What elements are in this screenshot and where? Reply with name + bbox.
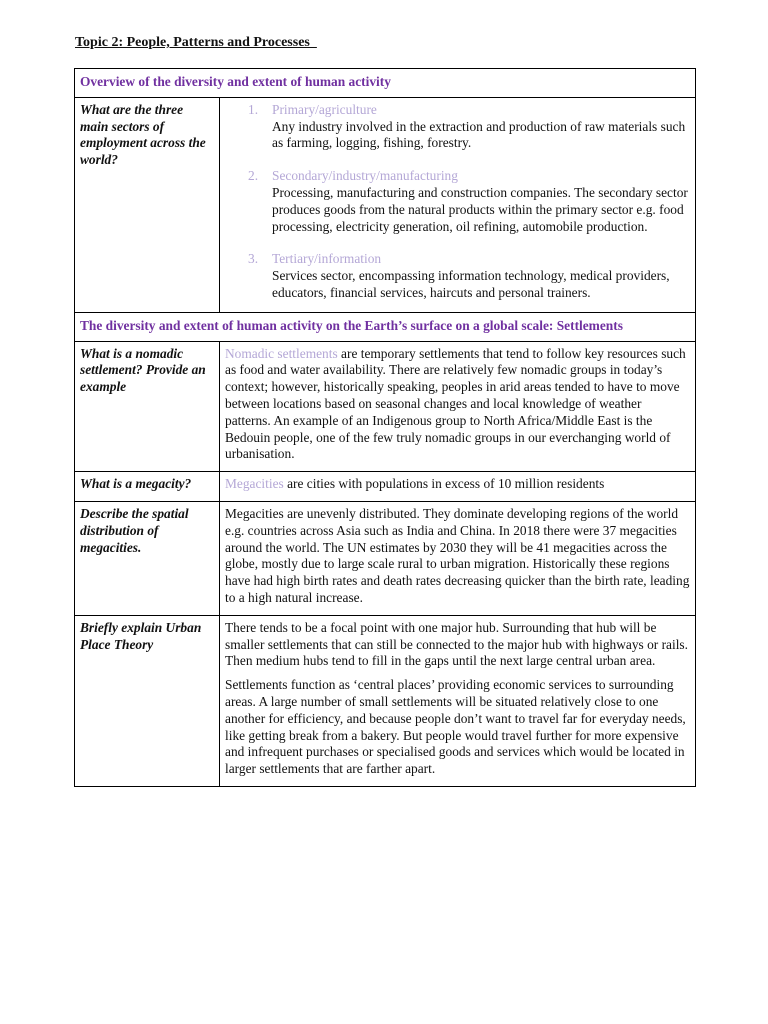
term-nomadic-settlements: Nomadic settlements (225, 345, 338, 361)
list-item (225, 251, 690, 301)
question-megacity: What is a megacity? (75, 472, 220, 502)
section-heading-row (75, 69, 696, 98)
sector-name: Tertiary/information (272, 251, 382, 267)
sector-number: 3. (248, 251, 259, 267)
list-item (225, 102, 690, 152)
page-title: Topic 2: People, Patterns and Processes (75, 35, 317, 50)
question-urban-place-theory: Briefly explain Urban Place Theory (75, 615, 220, 786)
answer-megacity (220, 472, 696, 502)
sector-description: Services sector, encompassing information technology, medical providers, educators, financial services, haircuts and personal trainers. (272, 268, 670, 300)
answer-spatial: Megacities are unevenly distributed. They dominate developing regions of the world e.g. countries across Asia such as India and China. In 2018 there were 37 megacities around the world. The UN estimates by 2030 they will be 41 megacities across the globe, mostly due to large scale rural to urban migration. Historically these regions have had high birth rates and death rates decreasing quicker than the birth rate, leading to a high natural increase. (220, 501, 696, 615)
question-nomadic: What is a nomadic settlement? Provide an example (75, 341, 220, 472)
section-heading-row (75, 312, 696, 341)
worksheet-table (74, 68, 696, 787)
sector-description: Processing, manufacturing and construction companies. The secondary sector produces goods from the natural products within the primary sector e.g. food processing, electricity generation, oil refining, automobile production. (272, 184, 688, 234)
answer-sectors (220, 97, 696, 312)
answer-paragraph: There tends to be a focal point with one major hub. Surrounding that hub will be smaller settlements that can still be connected to the major hub with highways or rails. Then medium hubs tend to fill in the gaps until the next large central urban area. (225, 619, 688, 669)
term-megacities: Megacities (225, 476, 284, 492)
table-row (75, 341, 696, 472)
table-row (75, 615, 696, 786)
sector-number: 2. (248, 168, 259, 184)
sector-description: Any industry involved in the extraction and production of raw materials such as farming, logging, fishing, forestry. (272, 118, 686, 151)
answer-paragraph: Settlements function as ‘central places’ providing economic services to surrounding areas. A large number of small settlements will be situated relatively close to one another for efficiency, and because people don’t want to travel far for everyday needs, like getting break from a bakery. But people would travel further for more expensive and infrequent purchases or specialised goods and services which would be located in larger settlements that are farther apart. (225, 677, 686, 777)
sector-list (225, 102, 690, 302)
section-heading-settlements: The diversity and extent of human activity on the Earth’s surface on a global scale: Settlements (75, 312, 696, 341)
sector-name: Primary/agriculture (272, 101, 377, 117)
sector-name: Secondary/industry/manufacturing (272, 168, 458, 184)
table-row (75, 97, 696, 312)
answer-text: are temporary settlements that tend to follow key resources such as food and water availability. There are relatively few nomadic groups in today’s context; however, historically speaking, peoples in arid areas tended to have to move between locations based on seasonal changes and local knowledge of weather patterns. An example of an Indigenous group to North Africa/Middle East is the Bedouin people, one of the few truly nomadic groups in our everchanging world of urbanisation. (225, 345, 686, 462)
answer-nomadic (220, 341, 696, 472)
answer-urban-place-theory (220, 615, 696, 786)
list-item (225, 168, 690, 235)
sector-number: 1. (248, 101, 259, 117)
question-sectors: What are the three main sectors of employment across the world? (75, 97, 220, 312)
question-spatial: Describe the spatial distribution of megacities. (75, 501, 220, 615)
section-heading-overview: Overview of the diversity and extent of human activity (75, 69, 696, 98)
table-row (75, 472, 696, 502)
table-row (75, 501, 696, 615)
answer-text: are cities with populations in excess of 10 million residents (283, 476, 605, 492)
